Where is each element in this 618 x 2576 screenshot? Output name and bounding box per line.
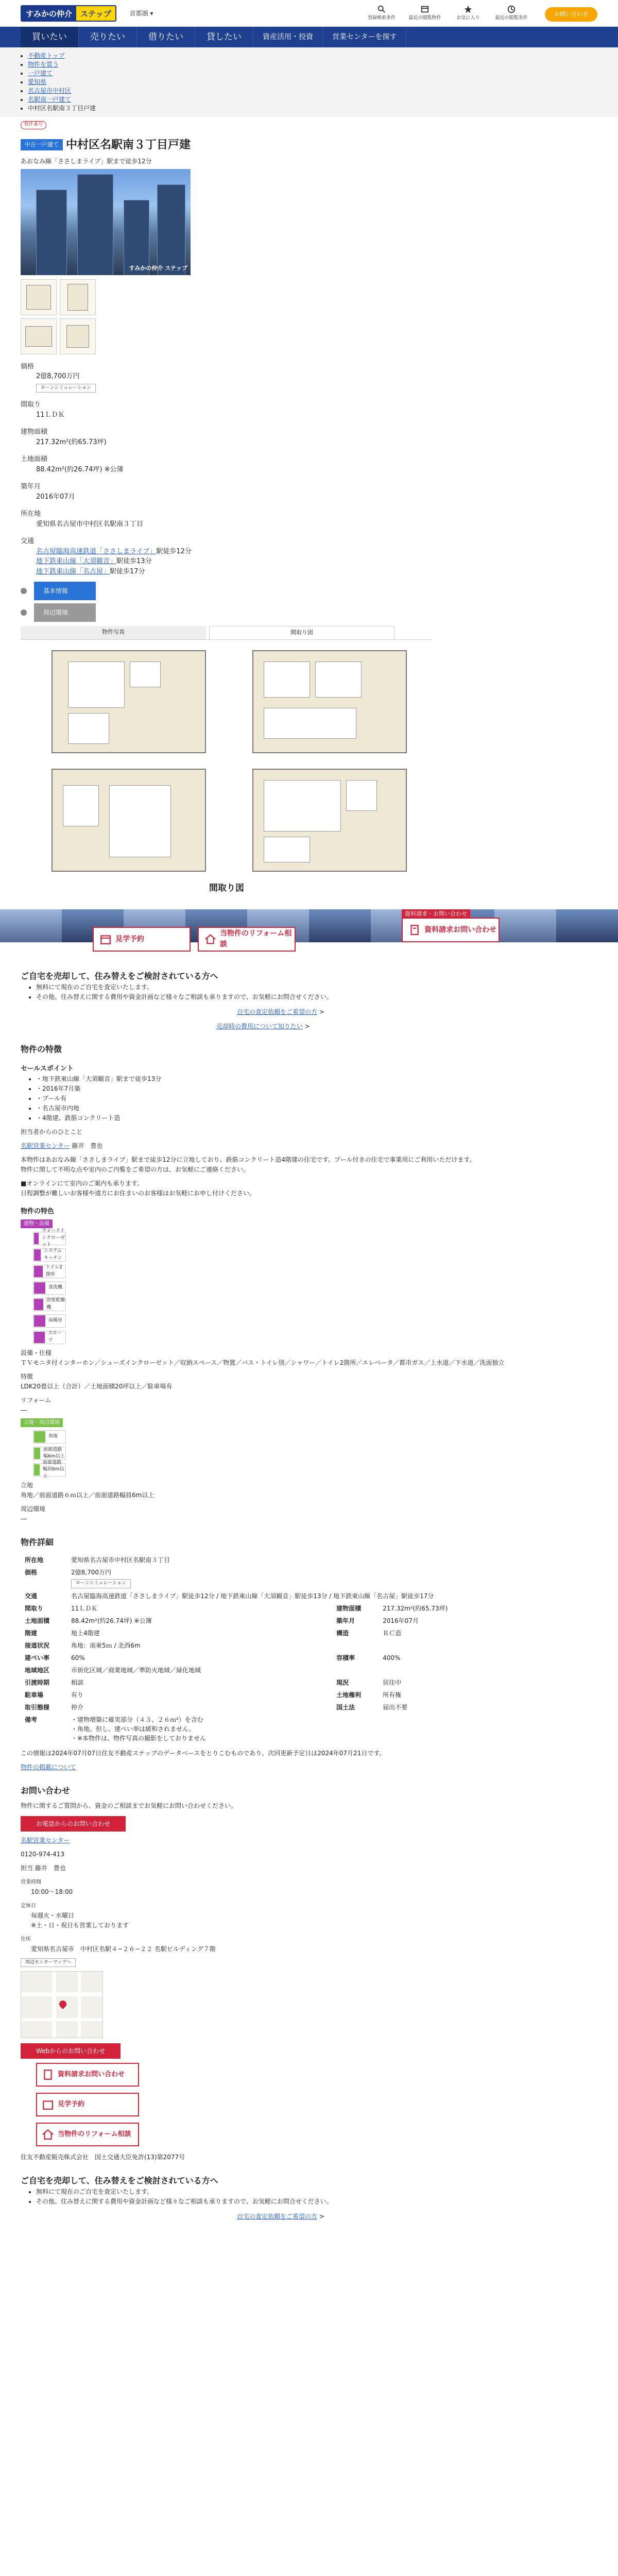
list-item: • ・地下鉄東山線「大須観音」駅まで徒歩13分	[36, 1074, 597, 1084]
header-contact-button[interactable]: お問い合わせ	[545, 7, 597, 22]
sell-section-title: ご自宅を売却して、住み替えをご検討されている方へ	[21, 971, 218, 981]
table-row: 接道状況 角地：南東5ｍ / 北西6m	[25, 1641, 141, 1649]
thumbnail-floorplan-4[interactable]	[60, 318, 96, 354]
listing-policy-link[interactable]: 物件の掲載について	[21, 1763, 76, 1771]
table-row: 所在地 愛知県名古屋市中村区名駅南３丁目	[25, 1556, 170, 1564]
nav-invest[interactable]: 資産活用・投資	[253, 27, 323, 47]
table-row: 階建 地上4階建 構造 ＲＣ造	[25, 1629, 402, 1637]
thumbnail-floorplan-2[interactable]	[60, 279, 96, 315]
table-row: 駐車場 有り 土地権利 所有権	[25, 1691, 402, 1699]
traffic-line	[36, 567, 597, 577]
detail-title: 物件詳細	[21, 1537, 54, 1547]
logo-sub: ステップ	[76, 6, 115, 21]
property-type-tag: 中古一戸建て	[21, 139, 63, 151]
summary-value: 88.42m²(約26.74坪) ※公簿	[36, 465, 124, 473]
web-inquiry-button[interactable]: Webからのお問い合わせ	[21, 2043, 121, 2059]
cta-bar	[21, 910, 597, 958]
property-number-badge: 物件番号	[21, 121, 46, 129]
table-row: 取引態様 仲介 国土法 届出不要	[25, 1703, 408, 1711]
feature-icon: 食洗機	[33, 1281, 66, 1295]
staff-name: 藤井 豊也	[72, 1142, 103, 1149]
env-label: 周辺環境	[21, 1505, 46, 1513]
sell-list	[21, 982, 597, 1002]
section-nav	[21, 582, 597, 622]
holiday-value: 毎週火・水曜日	[31, 1911, 75, 1919]
breadcrumb-item[interactable]: 一戸建て	[28, 70, 53, 77]
salespoint-list	[21, 1074, 597, 1123]
feature-icon: ウォークインクローゼット	[33, 1232, 66, 1245]
star-icon	[464, 5, 473, 14]
feature-icon: 床暖房	[33, 1314, 66, 1328]
cta-label: 資料請求お問い合わせ	[58, 2071, 125, 2079]
sell-list	[21, 2187, 597, 2207]
summary-value: 11ＬＤＫ	[36, 411, 65, 419]
area-label: 首都圏	[129, 9, 148, 17]
center-map-link[interactable]: 周辺センターマップへ	[21, 1958, 76, 1968]
feature-icon: 浴室乾燥機	[33, 1298, 66, 1311]
nav-buy[interactable]: 買いたい	[21, 27, 79, 47]
feature-icon: トイレ2箇所	[33, 1265, 66, 1278]
tab-photos[interactable]: 物件写真	[21, 626, 206, 639]
features-title: 物件の特徴	[21, 1044, 62, 1054]
floorplan-panel	[21, 626, 433, 895]
line-link[interactable]: 地下鉄東山線	[36, 567, 77, 575]
header-icon-label: お気に入り	[456, 15, 480, 21]
floorplan-tabs	[21, 626, 433, 640]
search-icon	[377, 5, 386, 14]
site-header	[0, 0, 618, 27]
area-text: 角地／前面道路６ｍ以上／前面道路幅員6m以上	[21, 1492, 154, 1499]
inquiry-cta-list	[21, 2063, 597, 2146]
global-nav	[0, 27, 618, 47]
thumbnail-floorplan-3[interactable]	[21, 318, 57, 354]
floorplan-2f[interactable]	[252, 650, 407, 753]
summary-key: 間取り	[21, 401, 41, 409]
table-row: 備考 ・建物増築に確実部分（４３、２６ｍ²）を含む ・角地。但し、建ぺい率は緩和されません。 ・※本物件は、物件写真の撮影をしておりません	[25, 1716, 207, 1742]
environment-button[interactable]: 周辺環境	[34, 603, 96, 622]
center-map[interactable]	[21, 1971, 103, 2038]
traffic-line	[36, 547, 597, 557]
cta-label: 見学予約	[58, 2100, 85, 2109]
env-text: ―	[21, 1515, 27, 1522]
hours-value: 10:00〜18:00	[31, 1888, 73, 1895]
breadcrumb-item[interactable]: 愛知県	[28, 78, 47, 86]
table-row: 土地面積 88.42m²(約26.74坪) ※公簿 築年月 2016年07月	[25, 1617, 419, 1624]
logo-main: すみかの仲介	[22, 6, 76, 21]
inquiry-text: 物件に関するご質問から、資金のご相談までお気軽にお問い合わせください。	[21, 1802, 237, 1809]
nav-rent[interactable]: 借りたい	[137, 27, 195, 47]
breadcrumb-item[interactable]: 名古屋市中村区	[28, 87, 72, 94]
walk-time: 駅徒歩12分	[156, 547, 192, 555]
site-logo[interactable]	[21, 5, 116, 22]
photo-thumbnails	[21, 279, 98, 354]
house-icon	[42, 2129, 54, 2140]
salespoint-title: セールスポイント	[21, 1065, 74, 1073]
cta-label: 当物件のリフォーム相談	[58, 2130, 131, 2139]
feature-icon: 前面道路幅員6m以上	[33, 1463, 66, 1477]
floorplan-grid	[21, 640, 433, 877]
address-label: 住所	[21, 1936, 31, 1942]
property-subtitle: あおなみ線「ささしまライブ」駅まで徒歩12分	[21, 157, 152, 165]
house-icon	[205, 934, 216, 945]
phone-number[interactable]: 0120-974-413	[21, 1850, 65, 1858]
list-item: • ・4階建、鉄筋コンクリート造	[36, 1113, 597, 1123]
main-photo[interactable]	[21, 169, 191, 275]
location-badge: 立地・周辺環境	[21, 1418, 63, 1427]
clock-icon	[420, 5, 430, 14]
breadcrumb-current: 中村区名駅南３丁目戸建	[28, 105, 96, 112]
feature-icon: システムキッチン	[33, 1248, 66, 1262]
document-request-button[interactable]	[402, 918, 500, 942]
calendar-icon	[100, 934, 111, 945]
station-link[interactable]: 「大須観音」	[76, 557, 117, 565]
table-row: 間取り 11ＬＤＫ 建物面積 217.32m²(約65.73坪)	[25, 1604, 448, 1612]
summary-price: 2億8,700万円	[36, 372, 80, 380]
visit-reservation-button[interactable]	[36, 2093, 139, 2116]
floorplan-1f[interactable]	[52, 650, 206, 753]
hours-label: 営業時間	[21, 1879, 41, 1885]
appraisal-link[interactable]: 自宅の査定依頼をご希望の方	[237, 2213, 318, 2220]
bullet-icon	[21, 609, 27, 616]
detail-table	[21, 1554, 597, 1744]
list-item: • その他、住み替えに関する費用や資金計画など様々なご相談も承りますので、お気軽にお問合せください。	[36, 992, 597, 1002]
table-row: 地域地区 市街化区域／商業地域／準防火地域／緑化地域	[25, 1666, 201, 1674]
inquiry-title: お問い合わせ	[21, 1785, 71, 1795]
recent-properties-link[interactable]	[407, 5, 443, 22]
sale-cost-link[interactable]: 売却時の費用について知りたい	[216, 1023, 303, 1030]
saved-search-link[interactable]	[364, 5, 400, 22]
staff-comment: 物件に関して不明な点や室内のご内覧をご希望の方は、お気軽にご連絡ください。	[21, 1165, 250, 1173]
breadcrumb-item[interactable]: 物件を買う	[28, 61, 59, 68]
traffic-line	[36, 556, 597, 567]
phone-inquiry-button[interactable]: お電話からのお問い合わせ	[21, 1816, 126, 1832]
location-icons	[21, 1430, 597, 1477]
property-title: 中村区名駅南３丁目戸建	[66, 138, 191, 151]
document-request-button[interactable]	[36, 2063, 139, 2087]
address-value: 愛知県名古屋市 中村区名駅４−２６−２２ 名駅ビルディング７階	[31, 1945, 216, 1953]
inquiry-ribbon: 資料請求・お問い合わせ	[402, 909, 470, 919]
header-icons	[364, 5, 597, 22]
appraisal-link[interactable]: 自宅の査定依頼をご希望の方	[237, 1008, 318, 1015]
line-link[interactable]: 地下鉄東山線	[36, 557, 77, 565]
list-item: • ・2016年7月築	[36, 1084, 597, 1094]
special-label: 特徴	[21, 1372, 33, 1380]
walk-time: 駅徒歩17分	[110, 567, 145, 575]
header-icon-label: 登録検索条件	[367, 15, 396, 21]
tab-floorplan[interactable]: 間取り図	[209, 626, 394, 639]
recent-conditions-link[interactable]	[493, 5, 529, 22]
summary-key: 交通	[21, 537, 35, 545]
station-link[interactable]: 「名古屋」	[76, 567, 110, 575]
reform-consult-button[interactable]	[198, 927, 296, 952]
online-note: 日程調整が難しいお客様や遠方にお住まいのお客様はお気軽にお申し付けください。	[21, 1189, 256, 1197]
summary-value: 愛知県名古屋市中村区名駅南３丁目	[36, 520, 144, 528]
staff-label: 担当 藤井 豊也	[21, 1864, 66, 1872]
summary-key: 土地面積	[21, 455, 48, 463]
update-note: この情報は2024年07月07日住友不動産ステップのデータベースをとりこむものであり、次回更新予定日は2024年07月21日です。	[21, 1749, 386, 1757]
list-item: • 無料にて現在のご自宅を査定いたします。	[36, 982, 597, 992]
map-pin-icon	[58, 1999, 68, 2009]
floorplan-4f[interactable]	[252, 769, 407, 872]
document-icon	[42, 2069, 54, 2080]
center-link[interactable]: 名駅営業センター	[21, 1836, 70, 1844]
table-row: 価格 2億8,700万円 ローンシミュレーション	[21, 1566, 597, 1590]
reform-consult-button[interactable]	[36, 2123, 139, 2146]
summary-value: 2016年07月	[36, 493, 75, 501]
feature-icon: 前面道路幅6m以上	[33, 1447, 66, 1460]
nav-find-center[interactable]: 営業センターを探す	[323, 27, 406, 47]
main: 中古一戸建て 中村区名駅南３丁目戸建 あおなみ線「ささしまライブ」駅まで徒歩12分 すみかの仲介 ステップ 価格 2億8,700万円 ローンシミュレーション 間取り 11ＬＤＫ 建物面積 217.32m²(約65.73坪) 土地面積 88.42m²(約26.74坪) ※公簿 築年月 2016年07月 所在地 愛知県名古屋市中村区名駅南３丁目 交通 名古屋臨海高速鉄道「ささしまライブ」駅徒歩12分 地下鉄東山線「大須観音」駅徒歩13分 地下鉄東山線「名古屋」駅徒歩17分 基本情報 周辺環境 物件写真 間取り図 間取り図 見学予約 当物件のリフォーム相談 資料請求・お問い合わせ 資料請求お問い合わせ ご自宅を売却して、住み替えをご検討されている方へ • 無料にて現在のご自宅を査定いたします。 • その他、住み替えに関する費用や資金計画など様々なご相談も承りますので、お気軽にお問合せください。 自宅の査定依頼をご希望の方 > 売却時の費用について知りたい > 物件の特徴 セールスポイント • ・地下鉄東山線「大須観音」駅まで徒歩13分 • ・2016年7月築 • ・プール有 • ・名古屋市内地 • ・4階建、鉄筋コンクリート造 担当者からのひとこと 名駅営業センター 藤井 豊也 本物件はあおなみ線「ささしまライブ」駅まで徒歩12分に立地しており、鉄筋コンクリート造4階建の住宅です。プール付きの住宅で事業用にご利用いただけます。 物件に関して不明な点や室内のご内覧をご希望の方は、お気軽にご連絡ください。 ■オンラインにて室内のご案内も承ります。 日程調整が難しいお客様や遠方にお住まいのお客様はお気軽にお申し付けください。 物件の特色 建物・設備 ウォークインクローゼット システムキッチン トイレ2箇所 食洗機 浴室乾燥機 床暖房 スロープ 設備・仕様 ＴＶモニタ付インターホン／シューズインクローゼット／収納スペース／物置／バス・トイレ別／シャワー／トイレ2箇所／エレベータ／都市ガス／上水道／下水道／洗面独立 特徴 LDK20畳以上（合計）／土地面積20坪以上／駐車場有 リフォーム ― 立地・周辺環境 角地 前面道路幅6m以上 前面道路幅員6m以上 立地 角地／前面道路６ｍ以上／前面道路幅員6m以上 周辺環境 ― 物件詳細 所在地 愛知県名古屋市中村区名駅南３丁目 価格 2億8,700万円 ローンシミュレーション 交通 名古屋臨海高速鉄道「ささしまライブ」駅徒歩12分 / 地下鉄東山線「大須観音」駅徒歩13分 / 地下鉄東山線「名古屋」駅徒歩17分 間取り 11ＬＤＫ 建物面積 217.32m²(約65.73坪) 土地面積 88.42m²(約26.74坪) ※公簿 築年月 2016年07月 階建 地上4階建 構造 ＲＣ造 接道状況 角地：南東5ｍ / 北西6m 建ぺい率 60% 容積率 400% 地域地区 市街化区域／商業地域／準防火地域／緑化地域 引渡時期 相談 現況 居住中 駐車場 有り 土地権利 所有権 取引態様 仲介 国土法 届出不要 備考 ・建物増築に確実部分（４３、２６ｍ²）を含む ・角地。但し、建ぺい率は緩和されません。 ・※本物件は、物件写真の撮影をしておりません この情報は2024年07月07日住友不動産ステップのデータベースをとりこむものであり、次回更新予定日は2024年07月21日です。 物件の掲載について お問い合わせ 物件に関するご質問から、資金のご相談までお気軽にお問い合わせください。 お電話からのお問い合わせ 名駅営業センター 0120-974-413 担当 藤井 豊也 営業時間 10:00〜18:00 定休日 毎週火・水曜日 ※土・日・祝日も営業しております 住所 愛知県名古屋市 中村区名駅４−２６−２２ 名駅ビルディング７階 周辺センターマップへ Webからのお問い合わせ 資料請求お問い合わせ 見学予約 当物件のリフォーム相談 住友不動産販売株式会社 国土交通大臣免許(13)第2077号 ご自宅を売却して、住み替えをご検討されている方へ • 無料にて現在のご自宅を査定いたします。 • その他、住み替えに関する費用や資金計画など様々なご相談も承りますので、お気軽にお問合せください。 自宅の査定依頼をご希望の方 >	[0, 137, 618, 2222]
breadcrumb-item[interactable]: 不動産トップ	[28, 52, 65, 59]
list-item: • ・名古屋市内地	[36, 1104, 597, 1113]
feature-icon: 角地	[33, 1430, 66, 1444]
equipment-label: 設備・仕様	[21, 1349, 52, 1357]
nav-sell[interactable]: 売りたい	[79, 27, 137, 47]
favorites-link[interactable]	[450, 5, 486, 22]
visit-reservation-button[interactable]	[93, 927, 191, 952]
floorplan-3f[interactable]	[52, 769, 206, 872]
breadcrumb	[0, 47, 618, 117]
list-item: • その他、住み替えに関する費用や資金計画など様々なご相談も承りますので、お気軽にお問合せください。	[36, 2197, 597, 2207]
history-icon	[507, 5, 516, 14]
summary-key: 所在地	[21, 510, 41, 518]
area-selector[interactable]: 首都圏 ▾	[129, 9, 153, 17]
staff-comment: 本物件はあおなみ線「ささしまライブ」駅まで徒歩12分に立地しており、鉄筋コンクリート造4階建の住宅です。プール付きの住宅で事業用にご利用いただけます。	[21, 1156, 476, 1163]
list-item: • ・プール有	[36, 1094, 597, 1104]
cta-label: 資料請求お問い合わせ	[424, 925, 496, 934]
nav-lease[interactable]: 貸したい	[195, 27, 253, 47]
summary-key: 築年月	[21, 483, 41, 490]
table-row: 交通 名古屋臨海高速鉄道「ささしまライブ」駅徒歩12分 / 地下鉄東山線「大須観音」駅徒歩13分 / 地下鉄東山線「名古屋」駅徒歩17分	[25, 1592, 434, 1600]
header-icon-label: 最近の閲覧条件	[495, 15, 528, 21]
loan-simulation-button[interactable]: ローンシミュレーション	[36, 384, 96, 393]
summary-value: 217.32m²(約65.73坪)	[36, 438, 107, 446]
holiday-note: ※土・日・祝日も営業しております	[31, 1921, 129, 1929]
staff-comment-label: 担当者からのひとこと	[21, 1128, 83, 1136]
photo-caption: すみかの仲介 ステップ	[129, 265, 187, 272]
header-icon-label: 最近の閲覧物件	[408, 15, 441, 21]
equipment-icons	[21, 1228, 597, 1344]
feature-icon: スロープ	[33, 1331, 66, 1344]
summary-key: 建物面積	[21, 428, 48, 436]
special-text: LDK20畳以上（合計）／土地面積20坪以上／駐車場有	[21, 1382, 173, 1390]
cta-label: 当物件のリフォーム相談	[219, 929, 292, 948]
property-title-row	[21, 137, 597, 154]
list-item: • 無料にて現在のご自宅を査定いたします。	[36, 2187, 597, 2197]
station-link[interactable]: 「ささしまライブ」	[96, 547, 157, 555]
corporate-license: 住友不動産販売株式会社 国土交通大臣免許(13)第2077号	[21, 2154, 185, 2161]
property-summary	[21, 362, 597, 577]
building-badge: 建物・設備	[21, 1219, 53, 1228]
breadcrumb-item[interactable]: 名駅南一戸建て	[28, 96, 72, 103]
calendar-icon	[42, 2099, 54, 2110]
table-row: 建ぺい率 60% 容積率 400%	[25, 1654, 401, 1662]
basic-info-button[interactable]: 基本情報	[34, 582, 96, 600]
walk-time: 駅徒歩13分	[116, 557, 152, 565]
document-icon	[409, 924, 420, 936]
area-label: 立地	[21, 1482, 33, 1489]
cta-label: 見学予約	[115, 935, 144, 943]
line-link[interactable]: 名古屋臨海高速鉄道	[36, 547, 97, 555]
staff-center-link[interactable]: 名駅営業センター	[21, 1142, 70, 1149]
online-note: ■オンラインにて室内のご案内も承ります。	[21, 1179, 144, 1187]
thumbnail-floorplan-1[interactable]	[21, 279, 57, 315]
summary-key: 価格	[21, 362, 35, 370]
sell-section-title: ご自宅を売却して、住み替えをご検討されている方へ	[21, 2176, 218, 2185]
loan-simulation-button[interactable]: ローンシミュレーション	[71, 1579, 131, 1588]
reform-text: ―	[21, 1406, 27, 1414]
equipment-text: ＴＶモニタ付インターホン／シューズインクローゼット／収納スペース／物置／バス・トイレ別／シャワー／トイレ2箇所／エレベータ／都市ガス／上水道／下水道／洗面独立	[21, 1359, 505, 1366]
holiday-label: 定休日	[21, 1903, 36, 1909]
spec-title: 物件の特色	[21, 1207, 55, 1215]
bullet-icon	[21, 588, 27, 594]
reform-label: リフォーム	[21, 1396, 52, 1404]
table-row: 引渡時期 相談 現況 居住中	[25, 1679, 402, 1686]
floorplan-caption: 間取り図	[209, 883, 244, 893]
